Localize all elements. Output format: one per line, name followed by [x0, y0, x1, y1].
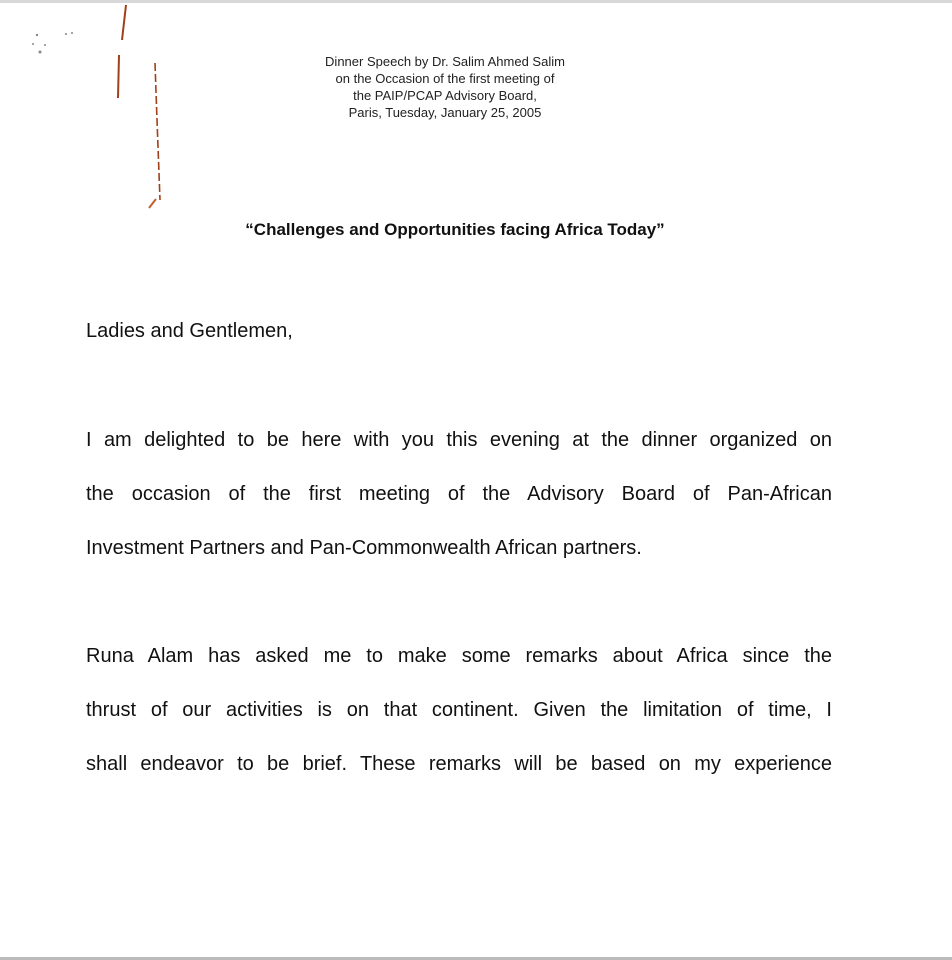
text-line: Investment Partners and Pan-Commonwealth African partners. [86, 537, 642, 559]
text-line: Runa Alam has asked me to make some remarks about Africa since the [86, 645, 832, 667]
text-line: the occasion of the first meeting of the Advisory Board of Pan-African [86, 483, 832, 505]
salutation: Ladies and Gentlemen, [86, 320, 293, 342]
document-header [245, 53, 645, 121]
text-line: shall endeavor to be brief. These remarks will be based on my experience [86, 753, 832, 775]
text-line: I am delighted to be here with you this evening at the dinner organized on [86, 429, 832, 451]
handwritten-margin-marks [0, 0, 200, 220]
paragraph [86, 643, 832, 805]
header-line: on the Occasion of the first meeting of [335, 71, 555, 86]
header-line: Dinner Speech by Dr. Salim Ahmed Salim [325, 54, 565, 69]
speech-title: “Challenges and Opportunities facing Africa Today” [245, 220, 665, 239]
paragraph [86, 427, 832, 589]
text-line: thrust of our activities is on that continent. Given the limitation of time, I [86, 699, 832, 721]
header-line: Paris, Tuesday, January 25, 2005 [348, 105, 542, 120]
scan-speckles [32, 32, 73, 54]
header-line: the PAIP/PCAP Advisory Board, [353, 88, 537, 103]
